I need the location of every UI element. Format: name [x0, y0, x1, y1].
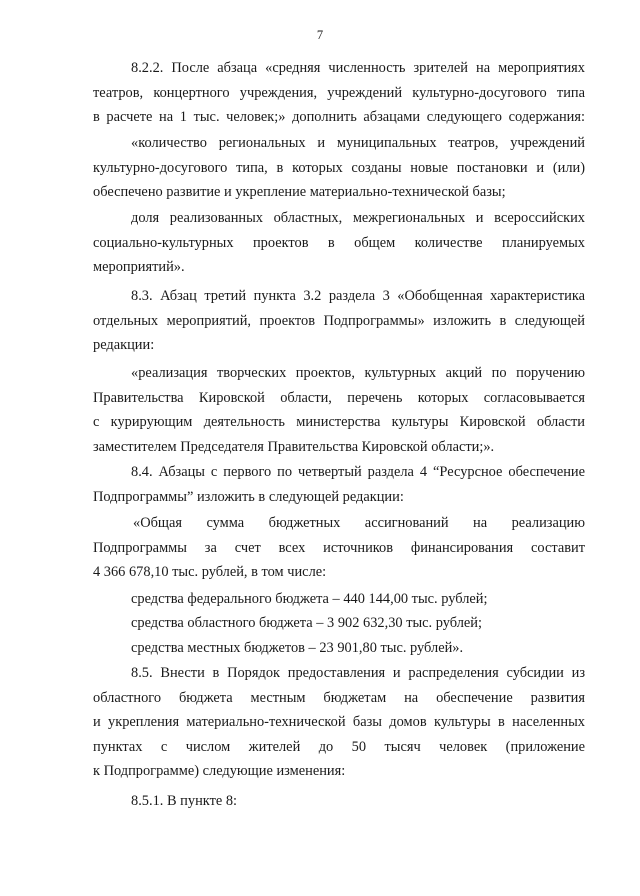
text-line: доля реализованных областных, межрегиональных и всероссийских	[131, 210, 585, 226]
text-line: театров, концертного учреждения, учреждений культурно-досугового типа	[93, 84, 585, 101]
text-line: Подпрограммы за счет всех источников финансирования составит	[93, 539, 585, 556]
paragraph-federal-budget	[93, 587, 585, 612]
text-line: 8.4. Абзацы с первого по четвертый раздела 4 “Ресурсное обеспечение	[131, 464, 585, 480]
text-line: пунктах с числом жителей до 50 тысяч человек (приложение	[93, 738, 585, 755]
text-line: 8.5.1. В пункте 8:	[131, 793, 238, 809]
text-line: «реализация творческих проектов, культурных акций по поручению	[131, 365, 585, 381]
paragraph-8-4	[93, 460, 585, 509]
paragraph-total-sum	[93, 511, 585, 585]
paragraph-regional-budget	[93, 611, 585, 636]
page-number: 7	[316, 28, 324, 42]
text-line: мероприятий».	[93, 259, 185, 275]
text-line: «Общая сумма бюджетных ассигнований на реализацию	[133, 515, 585, 531]
text-line: Правительства Кировской области, перечень которых согласовывается	[93, 389, 585, 406]
paragraph-8-3	[93, 284, 585, 358]
text-line: редакции:	[93, 337, 155, 353]
text-line: с курирующим деятельность министерства культуры Кировской области	[93, 414, 585, 430]
text-line: 8.3. Абзац третий пункта 3.2 раздела 3 «Обобщенная характеристика	[131, 288, 585, 304]
text-line: областного бюджета местным бюджетам на обеспечение развития	[93, 689, 585, 706]
text-line: «количество региональных и муниципальных театров, учреждений	[131, 135, 585, 151]
text-line: в расчете на 1 тыс. человек;» дополнить абзацами следующего содержания:	[93, 109, 585, 125]
paragraph-8-5-1	[93, 789, 585, 814]
text-line: обеспечено развитие и укрепление материально-технической базы;	[93, 184, 506, 200]
paragraph-quote-projects	[93, 361, 585, 459]
text-line: средства областного бюджета – 3 902 632,30 тыс. рублей;	[131, 615, 482, 631]
paragraph-projects-share	[93, 206, 585, 280]
text-line: средства федерального бюджета – 440 144,00 тыс. рублей;	[131, 591, 488, 607]
paragraph-quote-theatres	[93, 131, 585, 205]
text-line: 8.5. Внести в Порядок предоставления и распределения субсидии из	[131, 665, 585, 681]
text-line: отдельных мероприятий, проектов Подпрограммы» изложить в следующей	[93, 312, 585, 329]
text-line: заместителем Председателя Правительства Кировской области;».	[93, 438, 495, 455]
text-line: 4 366 678,10 тыс. рублей, в том числе:	[93, 564, 327, 580]
text-line: и укрепления материально-технической базы домов культуры в населенных	[93, 714, 585, 730]
text-line: средства местных бюджетов – 23 901,80 тыс. рублей».	[131, 640, 464, 656]
paragraph-8-5	[93, 661, 585, 784]
text-line: 8.2.2. После абзаца «средняя численность зрителей на мероприятиях	[131, 60, 585, 76]
paragraph-local-budget	[93, 636, 585, 661]
text-line: к Подпрограмме) следующие изменения:	[93, 763, 346, 779]
text-line: культурно-досугового типа, в которых созданы новые постановки и (или)	[93, 159, 585, 176]
text-line: социально-культурных проектов в общем количестве планируемых	[93, 234, 585, 251]
paragraph-8-2-2	[93, 56, 585, 130]
text-line: Подпрограммы” изложить в следующей редакции:	[93, 488, 404, 505]
